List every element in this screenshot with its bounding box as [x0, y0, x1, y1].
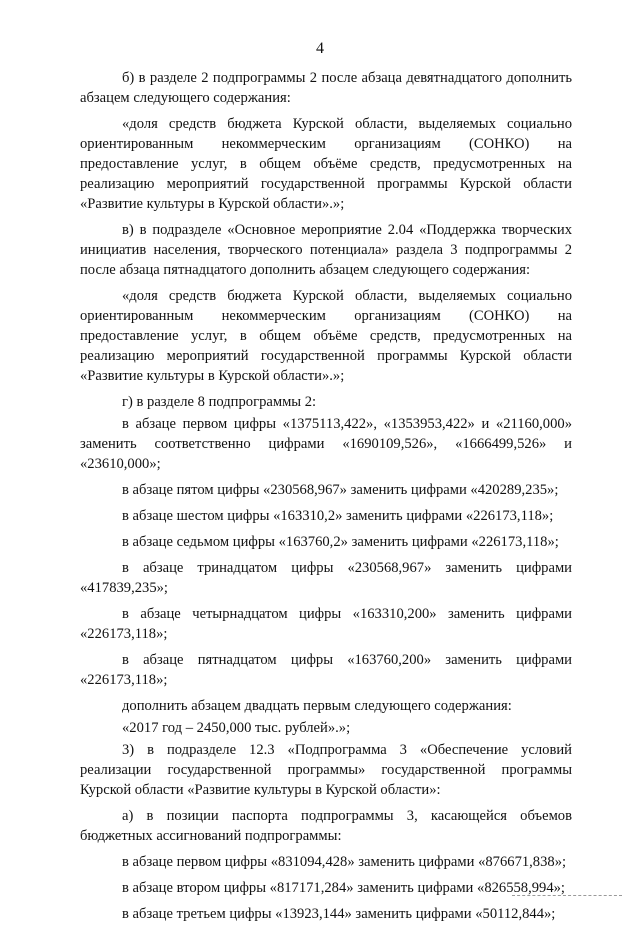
scan-artifact-line [512, 895, 622, 897]
paragraph: в абзаце седьмом цифры «163760,2» заменить цифрами «226173,118»; [122, 534, 559, 550]
paragraph: в абзаце пятом цифры «230568,967» заменить цифрами «420289,235»; [122, 482, 559, 498]
paragraph: а) в позиции паспорта подпрограммы 3, касающейся объемов бюджетных ассигнований подпрограммы: [80, 808, 572, 844]
document-body [80, 68, 572, 930]
paragraph: в абзаце пятнадцатом цифры «163760,200» заменить цифрами «226173,118»; [80, 652, 572, 688]
paragraph: в абзаце третьем цифры «13923,144» заменить цифрами «50112,844»; [122, 906, 556, 922]
paragraph: в абзаце первом цифры «831094,428» заменить цифрами «876671,838»; [122, 854, 567, 870]
paragraph: в абзаце шестом цифры «163310,2» заменить цифрами «226173,118»; [122, 508, 554, 524]
page-number: 4 [316, 40, 324, 57]
paragraph: в абзаце четырнадцатом цифры «163310,200» заменить цифрами «226173,118»; [80, 606, 572, 642]
paragraph: «доля средств бюджета Курской области, выделяемых социально ориентированным некоммерческим организациям (СОНКО) на предоставление услуг, в общем объёме средств, предусмотренных на реализацию мероприятий государственной программы Курской области «Развитие культуры в Курской области».»; [80, 288, 572, 384]
paragraph: дополнить абзацем двадцать первым следующего содержания: [122, 698, 512, 714]
paragraph: в абзаце первом цифры «1375113,422», «1353953,422» и «21160,000» заменить соответственно цифрами «1690109,526», «1666499,526» и «23610,000»; [80, 416, 572, 472]
paragraph: г) в разделе 8 подпрограммы 2: [122, 394, 317, 410]
paragraph: в) в подразделе «Основное мероприятие 2.04 «Поддержка творческих инициатив населения, творческого потенциала» раздела 3 подпрограммы 2 после абзаца пятнадцатого дополнить абзацем следующего содержания: [80, 222, 572, 278]
paragraph: «2017 год – 2450,000 тыс. рублей».»; [122, 720, 351, 736]
paragraph: 3) в подразделе 12.3 «Подпрограмма 3 «Обеспечение условий реализации государственной программы» государственной программы Курской области «Развитие культуры в Курской области»: [80, 742, 572, 798]
paragraph: в абзаце втором цифры «817171,284» заменить цифрами «826558,994»; [122, 880, 565, 896]
paragraph: б) в разделе 2 подпрограммы 2 после абзаца девятнадцатого дополнить абзацем следующего содержания: [80, 70, 572, 106]
paragraph: в абзаце тринадцатом цифры «230568,967» заменить цифрами «417839,235»; [80, 560, 572, 596]
paragraph: «доля средств бюджета Курской области, выделяемых социально ориентированным некоммерческим организациям (СОНКО) на предоставление услуг, в общем объёме средств, предусмотренных на реализацию мероприятий государственной программы Курской области «Развитие культуры в Курской области».»; [80, 116, 572, 212]
